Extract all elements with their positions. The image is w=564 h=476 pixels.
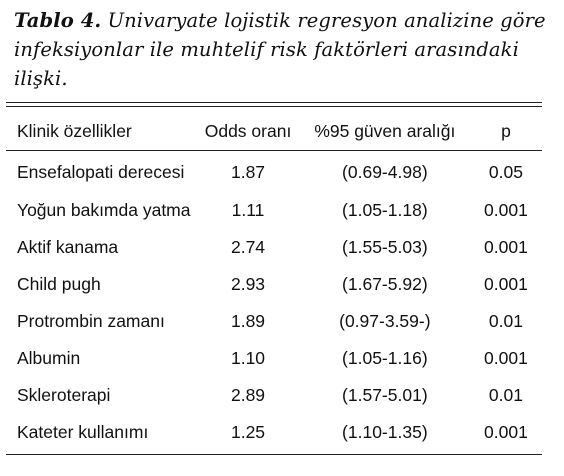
- table-row: [6, 377, 542, 414]
- top-rule: [6, 102, 542, 103]
- table-caption: [14, 6, 549, 93]
- row-odds-ratio: 1.87: [230, 161, 266, 182]
- header-clinical-features: Klinik özellikler: [17, 120, 132, 141]
- header-odds-ratio: Odds oranı: [204, 120, 292, 141]
- row-feature: Kateter kullanımı: [17, 422, 149, 442]
- row-confidence-interval: (0.97-3.59-): [339, 311, 431, 331]
- row-confidence-interval: (1.57-5.01): [342, 385, 428, 405]
- row-odds-ratio: 2.93: [230, 274, 266, 294]
- row-p-value: 0.001: [484, 200, 528, 220]
- table-row: [6, 340, 542, 377]
- row-confidence-interval: (1.55-5.03): [342, 237, 428, 257]
- top-rule-second: [6, 106, 542, 107]
- table-label: Tablo 4.: [14, 9, 102, 32]
- header-row: [6, 110, 542, 152]
- table-row: [6, 192, 542, 229]
- row-feature: Child pugh: [17, 274, 101, 294]
- row-confidence-interval: (1.67-5.92): [342, 274, 428, 294]
- row-odds-ratio: 2.74: [230, 237, 266, 257]
- row-p-value: 0.001: [484, 348, 528, 368]
- bottom-rule: [6, 454, 542, 455]
- row-confidence-interval: (1.05-1.16): [342, 348, 428, 368]
- table-row: [6, 229, 542, 266]
- row-feature: Albumin: [17, 348, 81, 368]
- row-feature: Ensefalopati derecesi: [17, 161, 185, 182]
- header-confidence-interval: %95 güven aralığı: [314, 120, 456, 141]
- row-confidence-interval: (1.10-1.35): [342, 422, 428, 442]
- header-p-value: p: [501, 120, 511, 141]
- row-feature: Skleroterapi: [17, 385, 111, 405]
- table-row: [6, 266, 542, 303]
- row-confidence-interval: (1.05-1.18): [342, 200, 428, 220]
- row-p-value: 0.001: [484, 274, 528, 294]
- row-odds-ratio: 1.89: [230, 311, 266, 331]
- row-feature: Aktif kanama: [17, 237, 119, 257]
- row-odds-ratio: 1.10: [230, 348, 266, 368]
- row-feature: Yoğun bakımda yatma: [17, 200, 191, 220]
- results-table: [6, 110, 542, 451]
- row-odds-ratio: 1.11: [231, 200, 265, 220]
- row-feature: Protrombin zamanı: [17, 311, 165, 331]
- row-p-value: 0.001: [484, 422, 528, 442]
- table-caption-text: Univaryate lojistik regresyon analizine göre infeksiyonlar ile muhtelif risk faktörleri arasındaki ilişki.: [14, 9, 546, 90]
- row-p-value: 0.01: [488, 311, 523, 331]
- row-p-value: 0.001: [484, 237, 528, 257]
- table-row: [6, 414, 542, 451]
- row-odds-ratio: 2.89: [230, 385, 266, 405]
- row-odds-ratio: 1.25: [230, 422, 266, 442]
- table-row: [6, 303, 542, 340]
- row-p-value: 0.01: [488, 385, 523, 405]
- row-p-value: 0.05: [488, 161, 523, 182]
- row-confidence-interval: (0.69-4.98): [342, 161, 428, 182]
- table-row: [6, 152, 542, 192]
